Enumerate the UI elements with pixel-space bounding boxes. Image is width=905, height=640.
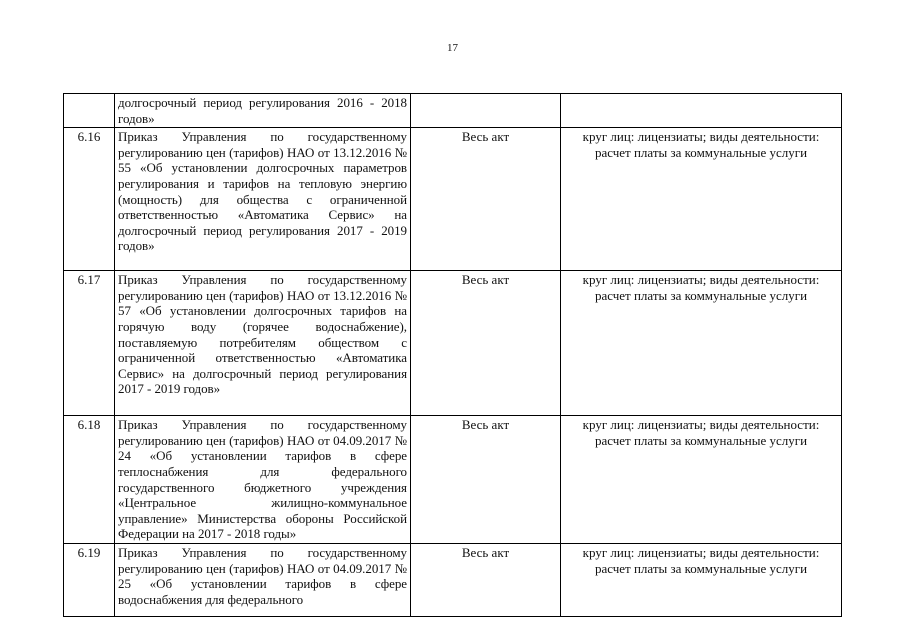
row-number-cell: 6.16 [64, 128, 115, 271]
page-number: 17 [447, 42, 458, 54]
act-title-cell: Приказ Управления по государственному регулированию цен (тарифов) НАО от 04.09.2017 № 25 «Об установлении тарифов в сфере водоснабжения для федерального [115, 543, 411, 616]
act-note-cell: круг лиц: лицензиаты; виды деятельности: расчет платы за коммунальные услуги [561, 416, 842, 544]
act-scope-cell: Весь акт [411, 416, 561, 544]
row-number-cell: 6.18 [64, 416, 115, 544]
act-note-cell [561, 94, 842, 128]
table-row [64, 128, 842, 271]
act-note-cell: круг лиц: лицензиаты; виды деятельности: расчет платы за коммунальные услуги [561, 271, 842, 416]
act-note-cell: круг лиц: лицензиаты; виды деятельности: расчет платы за коммунальные услуги [561, 128, 842, 271]
act-title-cell: Приказ Управления по государственному регулированию цен (тарифов) НАО от 13.12.2016 № 57 «Об установлении долгосрочных тарифов на горячую воду (горячее водоснабжение), поставляемую потребителям обществом с ограниченной ответственностью «Автоматика Сервис» на долгосрочный период регулирования 2017 - 2019 годов» [115, 271, 411, 416]
table-row [64, 416, 842, 544]
row-number-cell: 6.17 [64, 271, 115, 416]
act-scope-cell [411, 94, 561, 128]
legal-acts-table [63, 93, 842, 617]
act-title-cell: Приказ Управления по государственному регулированию цен (тарифов) НАО от 13.12.2016 № 55 «Об установлении долгосрочных параметров регулирования и тарифов на тепловую энергию (мощность) для общества с ограниченной ответственностью «Автоматика Сервис» на долгосрочный период регулирования 2017 - 2019 годов» [115, 128, 411, 271]
table-row [64, 94, 842, 128]
act-scope-cell: Весь акт [411, 543, 561, 616]
table-row [64, 271, 842, 416]
act-title-cell: долгосрочный период регулирования 2016 - 2018 годов» [115, 94, 411, 128]
row-number-cell: 6.19 [64, 543, 115, 616]
act-scope-cell: Весь акт [411, 271, 561, 416]
act-title-cell: Приказ Управления по государственному регулированию цен (тарифов) НАО от 04.09.2017 № 24 «Об установлении тарифов в сфере теплоснабжения для федерального государственного бюджетного учреждения «Центральное жилищно-коммунальное управление» Министерства обороны Российской Федерации на 2017 - 2018 годы» [115, 416, 411, 544]
row-number-cell [64, 94, 115, 128]
table-row [64, 543, 842, 616]
act-scope-cell: Весь акт [411, 128, 561, 271]
act-note-cell: круг лиц: лицензиаты; виды деятельности: расчет платы за коммунальные услуги [561, 543, 842, 616]
